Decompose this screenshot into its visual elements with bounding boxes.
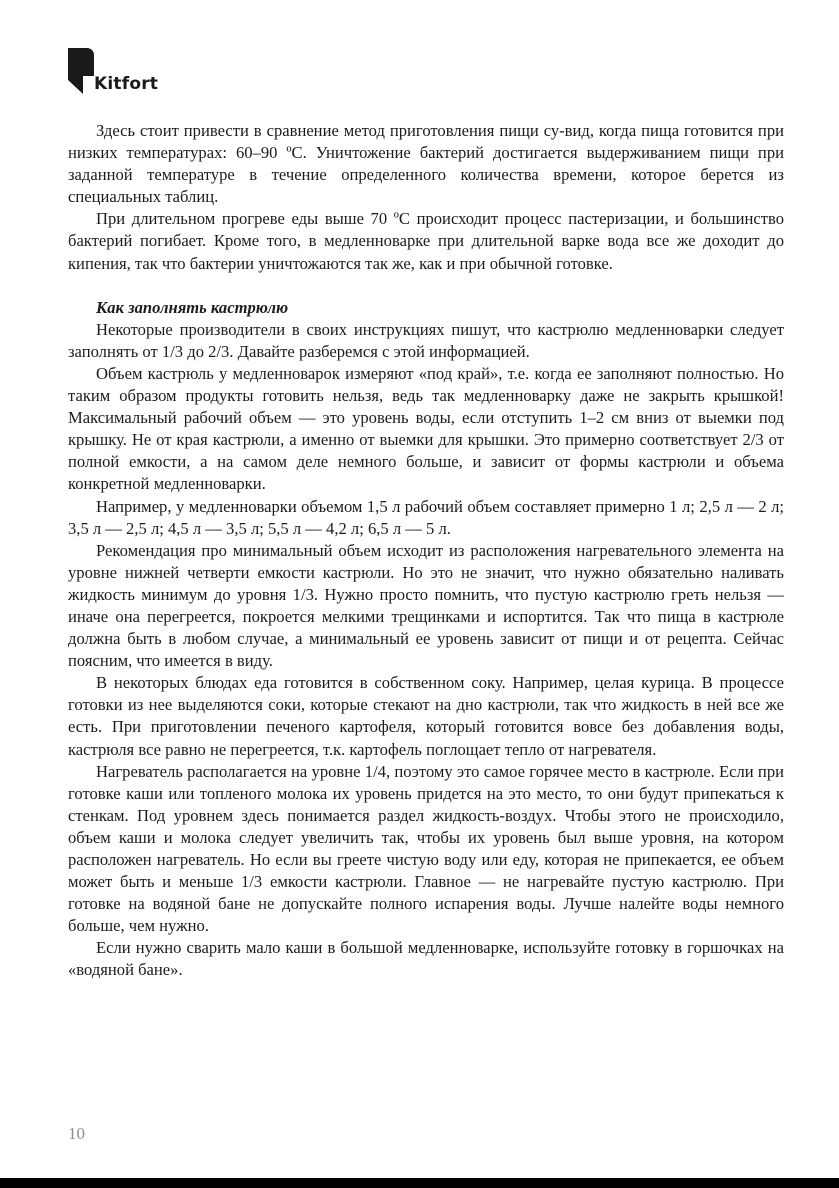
paragraph: Нагреватель располагается на уровне 1/4, поэтому это самое горячее место в кастрюле. Если при готовке каши или топленого молока их уровень придется на это место, то они будут припекаться к стенкам. Под уровнем здесь понимается раздел жидкость-воздух. Чтобы этого не происходило, объем каши и молока следует увеличить так, чтобы их уровень был выше уровня, на котором расположен нагреватель. Но если вы греете чистую воду или еду, которая не припекается, ее объем может быть и меньше 1/3 емкости кастрюли. Главное — не нагревайте пустую кастрюлю. При готовке на водяной бане не допускайте полного испарения воды. Лучше налейте воды немного больше, чем нужно. xyxy=(68,761,784,936)
brand-logo xyxy=(68,48,188,96)
paragraph: Объем кастрюль у медленноварок измеряют «под край», т.е. когда ее заполняют полностью. Но таким образом продукты готовить нельзя, ведь так медленноварку даже не закрыть крышкой! Максимальный рабочий объем — это уровень воды, если отступить 1–2 см вниз от выемки под крышку. Не от края кастрюли, а именно от выемки для крышки. Это примерно соответствует 2/3 от полной емкости, а на самом деле немного больше, и зависит от формы кастрюли и объема конкретной медленноварки. xyxy=(68,363,784,494)
section-heading: Как заполнять кастрюлю xyxy=(96,297,289,317)
paragraph: Рекомендация про минимальный объем исходит из расположения нагревательного элемента на уровне нижней четверти емкости кастрюли. Но это не значит, что нужно обязательно наливать жидкость минимум до уровня 1/3. Нужно просто помнить, что пустую кастрюлю греть нельзя — иначе она перегреется, покроется мелкими трещинками и испортится. Так что пища в кастрюле должна быть в любом случае, а минимальный ее уровень зависит от пищи и от рецепта. Сейчас поясним, что имеется в виду. xyxy=(68,540,784,671)
paragraph: Здесь стоит привести в сравнение метод приготовления пищи су-вид, когда пища готовится при низких температурах: 60–90 ºС. Уничтожение бактерий достигается выдерживанием пищи при заданной температуре в течение определенного количества времени, которое берется из специальных таблиц. xyxy=(68,121,784,207)
kitfort-logo-mark-icon xyxy=(68,48,94,94)
paragraph: При длительном прогреве еды выше 70 ºС происходит процесс пастеризации, и большинство бактерий погибает. Кроме того, в медленноварке при длительной варке вода все же доходит до кипения, так что бактерии уничтожаются так же, как и при обычной готовке. xyxy=(68,209,784,273)
page-content xyxy=(68,120,784,982)
page-number: 10 xyxy=(68,1124,85,1143)
paragraph: Например, у медленноварки объемом 1,5 л рабочий объем составляет примерно 1 л; 2,5 л — 2 л; 3,5 л — 2,5 л; 4,5 л — 3,5 л; 5,5 л — 4,2 л; 6,5 л — 5 л. xyxy=(68,496,784,538)
paragraph: В некоторых блюдах еда готовится в собственном соку. Например, целая курица. В процессе готовки из нее выделяются соки, которые стекают на дно кастрюли, так что жидкость в ней все же есть. При приготовлении печеного картофеля, который готовится вовсе без добавления воды, кастрюля все равно не перегреется, т.к. картофель поглощает тепло от нагревателя. xyxy=(68,673,784,759)
brand-name: Kitfort xyxy=(94,74,159,94)
bottom-bar xyxy=(0,1178,839,1188)
paragraph: Некоторые производители в своих инструкциях пишут, что кастрюлю медленноварки следует заполнять от 1/3 до 2/3. Давайте разберемся с этой информацией. xyxy=(68,319,784,361)
paragraph: Если нужно сварить мало каши в большой медленноварке, используйте готовку в горшочках на «водяной бане». xyxy=(68,938,784,980)
